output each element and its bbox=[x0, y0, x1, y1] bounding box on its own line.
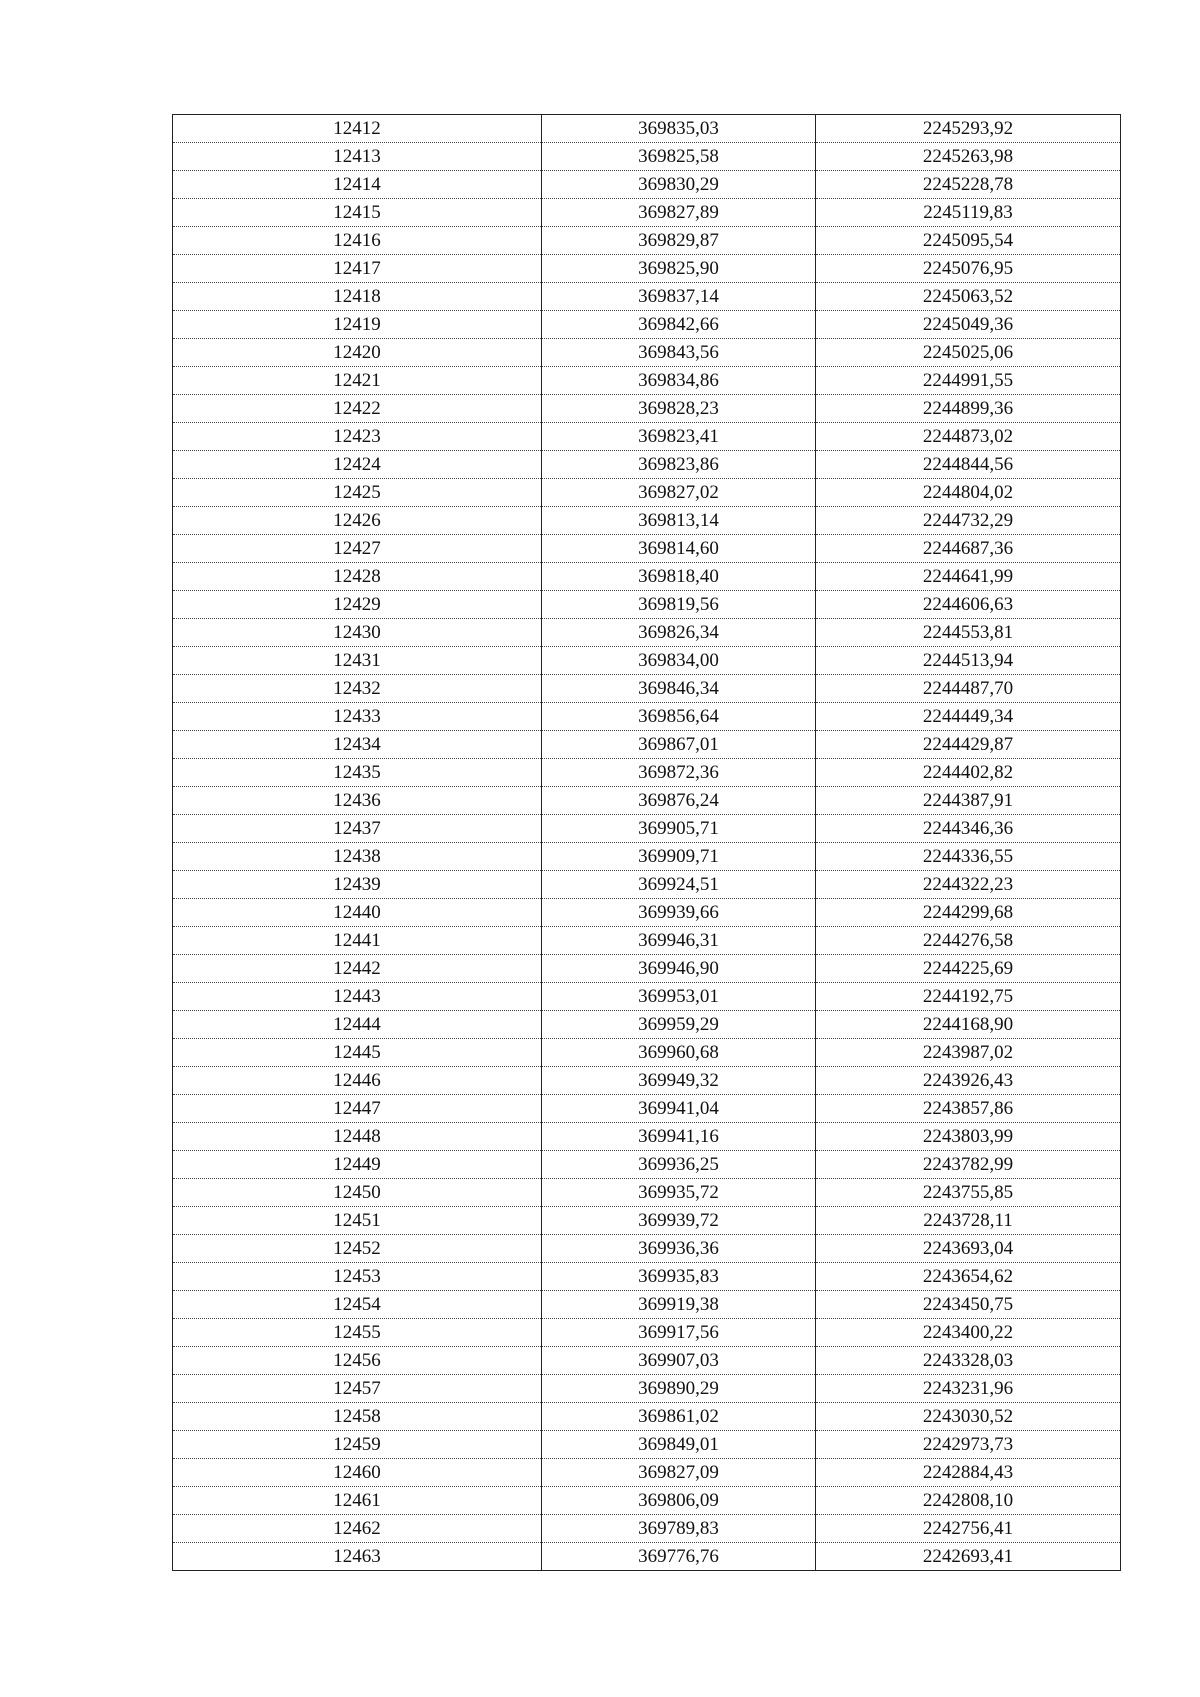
y-coordinate-cell: 2244387,91 bbox=[816, 787, 1121, 815]
x-coordinate-cell: 369837,14 bbox=[542, 283, 816, 311]
x-coordinate-cell: 369835,03 bbox=[542, 115, 816, 143]
table-row bbox=[173, 1235, 1121, 1263]
y-coordinate-cell: 2243755,85 bbox=[816, 1179, 1121, 1207]
point-number-cell: 12445 bbox=[173, 1039, 542, 1067]
table-row bbox=[173, 535, 1121, 563]
point-number-cell: 12441 bbox=[173, 927, 542, 955]
x-coordinate-cell: 369936,25 bbox=[542, 1151, 816, 1179]
table-row bbox=[173, 339, 1121, 367]
point-number-cell: 12430 bbox=[173, 619, 542, 647]
x-coordinate-cell: 369907,03 bbox=[542, 1347, 816, 1375]
table-row bbox=[173, 787, 1121, 815]
point-number-cell: 12459 bbox=[173, 1431, 542, 1459]
y-coordinate-cell: 2244168,90 bbox=[816, 1011, 1121, 1039]
x-coordinate-cell: 369825,90 bbox=[542, 255, 816, 283]
table-row bbox=[173, 367, 1121, 395]
table-row bbox=[173, 199, 1121, 227]
point-number-cell: 12412 bbox=[173, 115, 542, 143]
y-coordinate-cell: 2244641,99 bbox=[816, 563, 1121, 591]
y-coordinate-cell: 2244899,36 bbox=[816, 395, 1121, 423]
y-coordinate-cell: 2244225,69 bbox=[816, 955, 1121, 983]
y-coordinate-cell: 2244346,36 bbox=[816, 815, 1121, 843]
table-row bbox=[173, 703, 1121, 731]
y-coordinate-cell: 2243030,52 bbox=[816, 1403, 1121, 1431]
y-coordinate-cell: 2245063,52 bbox=[816, 283, 1121, 311]
y-coordinate-cell: 2244449,34 bbox=[816, 703, 1121, 731]
point-number-cell: 12427 bbox=[173, 535, 542, 563]
y-coordinate-cell: 2245049,36 bbox=[816, 311, 1121, 339]
x-coordinate-cell: 369827,02 bbox=[542, 479, 816, 507]
table-row bbox=[173, 255, 1121, 283]
x-coordinate-cell: 369861,02 bbox=[542, 1403, 816, 1431]
point-number-cell: 12416 bbox=[173, 227, 542, 255]
table-row bbox=[173, 311, 1121, 339]
table-row bbox=[173, 1487, 1121, 1515]
y-coordinate-cell: 2244844,56 bbox=[816, 451, 1121, 479]
point-number-cell: 12434 bbox=[173, 731, 542, 759]
y-coordinate-cell: 2244553,81 bbox=[816, 619, 1121, 647]
table-row bbox=[173, 619, 1121, 647]
point-number-cell: 12422 bbox=[173, 395, 542, 423]
y-coordinate-cell: 2243857,86 bbox=[816, 1095, 1121, 1123]
coordinates-table-body bbox=[173, 115, 1121, 1571]
y-coordinate-cell: 2244336,55 bbox=[816, 843, 1121, 871]
y-coordinate-cell: 2244487,70 bbox=[816, 675, 1121, 703]
x-coordinate-cell: 369936,36 bbox=[542, 1235, 816, 1263]
table-row bbox=[173, 1207, 1121, 1235]
y-coordinate-cell: 2243782,99 bbox=[816, 1151, 1121, 1179]
x-coordinate-cell: 369946,31 bbox=[542, 927, 816, 955]
x-coordinate-cell: 369872,36 bbox=[542, 759, 816, 787]
y-coordinate-cell: 2243400,22 bbox=[816, 1319, 1121, 1347]
table-row bbox=[173, 1431, 1121, 1459]
table-row bbox=[173, 171, 1121, 199]
x-coordinate-cell: 369939,66 bbox=[542, 899, 816, 927]
table-row bbox=[173, 423, 1121, 451]
table-row bbox=[173, 143, 1121, 171]
table-row bbox=[173, 983, 1121, 1011]
table-row bbox=[173, 227, 1121, 255]
table-row bbox=[173, 1291, 1121, 1319]
table-row bbox=[173, 647, 1121, 675]
y-coordinate-cell: 2244299,68 bbox=[816, 899, 1121, 927]
point-number-cell: 12460 bbox=[173, 1459, 542, 1487]
point-number-cell: 12429 bbox=[173, 591, 542, 619]
y-coordinate-cell: 2242973,73 bbox=[816, 1431, 1121, 1459]
x-coordinate-cell: 369823,41 bbox=[542, 423, 816, 451]
table-row bbox=[173, 1123, 1121, 1151]
x-coordinate-cell: 369919,38 bbox=[542, 1291, 816, 1319]
y-coordinate-cell: 2244513,94 bbox=[816, 647, 1121, 675]
table-row bbox=[173, 955, 1121, 983]
point-number-cell: 12421 bbox=[173, 367, 542, 395]
x-coordinate-cell: 369776,76 bbox=[542, 1543, 816, 1571]
x-coordinate-cell: 369813,14 bbox=[542, 507, 816, 535]
point-number-cell: 12455 bbox=[173, 1319, 542, 1347]
table-row bbox=[173, 759, 1121, 787]
x-coordinate-cell: 369825,58 bbox=[542, 143, 816, 171]
y-coordinate-cell: 2243926,43 bbox=[816, 1067, 1121, 1095]
x-coordinate-cell: 369941,04 bbox=[542, 1095, 816, 1123]
x-coordinate-cell: 369876,24 bbox=[542, 787, 816, 815]
x-coordinate-cell: 369960,68 bbox=[542, 1039, 816, 1067]
x-coordinate-cell: 369826,34 bbox=[542, 619, 816, 647]
point-number-cell: 12458 bbox=[173, 1403, 542, 1431]
point-number-cell: 12425 bbox=[173, 479, 542, 507]
y-coordinate-cell: 2244402,82 bbox=[816, 759, 1121, 787]
x-coordinate-cell: 369823,86 bbox=[542, 451, 816, 479]
table-row bbox=[173, 899, 1121, 927]
table-row bbox=[173, 1039, 1121, 1067]
y-coordinate-cell: 2244192,75 bbox=[816, 983, 1121, 1011]
x-coordinate-cell: 369917,56 bbox=[542, 1319, 816, 1347]
point-number-cell: 12456 bbox=[173, 1347, 542, 1375]
point-number-cell: 12433 bbox=[173, 703, 542, 731]
table-row bbox=[173, 507, 1121, 535]
point-number-cell: 12437 bbox=[173, 815, 542, 843]
table-row bbox=[173, 1459, 1121, 1487]
point-number-cell: 12432 bbox=[173, 675, 542, 703]
table-row bbox=[173, 815, 1121, 843]
y-coordinate-cell: 2245228,78 bbox=[816, 171, 1121, 199]
y-coordinate-cell: 2244429,87 bbox=[816, 731, 1121, 759]
x-coordinate-cell: 369935,83 bbox=[542, 1263, 816, 1291]
x-coordinate-cell: 369949,32 bbox=[542, 1067, 816, 1095]
x-coordinate-cell: 369846,34 bbox=[542, 675, 816, 703]
point-number-cell: 12431 bbox=[173, 647, 542, 675]
x-coordinate-cell: 369953,01 bbox=[542, 983, 816, 1011]
point-number-cell: 12423 bbox=[173, 423, 542, 451]
table-row bbox=[173, 451, 1121, 479]
x-coordinate-cell: 369827,89 bbox=[542, 199, 816, 227]
y-coordinate-cell: 2244732,29 bbox=[816, 507, 1121, 535]
y-coordinate-cell: 2245293,92 bbox=[816, 115, 1121, 143]
table-row bbox=[173, 1151, 1121, 1179]
x-coordinate-cell: 369834,86 bbox=[542, 367, 816, 395]
y-coordinate-cell: 2243728,11 bbox=[816, 1207, 1121, 1235]
y-coordinate-cell: 2242756,41 bbox=[816, 1515, 1121, 1543]
x-coordinate-cell: 369827,09 bbox=[542, 1459, 816, 1487]
x-coordinate-cell: 369909,71 bbox=[542, 843, 816, 871]
table-row bbox=[173, 283, 1121, 311]
x-coordinate-cell: 369941,16 bbox=[542, 1123, 816, 1151]
table-row bbox=[173, 1179, 1121, 1207]
point-number-cell: 12452 bbox=[173, 1235, 542, 1263]
table-row bbox=[173, 395, 1121, 423]
point-number-cell: 12448 bbox=[173, 1123, 542, 1151]
x-coordinate-cell: 369806,09 bbox=[542, 1487, 816, 1515]
x-coordinate-cell: 369842,66 bbox=[542, 311, 816, 339]
table-row bbox=[173, 1403, 1121, 1431]
table-row bbox=[173, 1515, 1121, 1543]
y-coordinate-cell: 2245263,98 bbox=[816, 143, 1121, 171]
table-row bbox=[173, 1095, 1121, 1123]
x-coordinate-cell: 369924,51 bbox=[542, 871, 816, 899]
y-coordinate-cell: 2245025,06 bbox=[816, 339, 1121, 367]
table-row bbox=[173, 1263, 1121, 1291]
table-row bbox=[173, 1543, 1121, 1571]
point-number-cell: 12443 bbox=[173, 983, 542, 1011]
x-coordinate-cell: 369814,60 bbox=[542, 535, 816, 563]
y-coordinate-cell: 2243803,99 bbox=[816, 1123, 1121, 1151]
y-coordinate-cell: 2243231,96 bbox=[816, 1375, 1121, 1403]
table-row bbox=[173, 731, 1121, 759]
point-number-cell: 12419 bbox=[173, 311, 542, 339]
y-coordinate-cell: 2242693,41 bbox=[816, 1543, 1121, 1571]
y-coordinate-cell: 2243693,04 bbox=[816, 1235, 1121, 1263]
point-number-cell: 12420 bbox=[173, 339, 542, 367]
point-number-cell: 12453 bbox=[173, 1263, 542, 1291]
point-number-cell: 12446 bbox=[173, 1067, 542, 1095]
y-coordinate-cell: 2244322,23 bbox=[816, 871, 1121, 899]
x-coordinate-cell: 369867,01 bbox=[542, 731, 816, 759]
point-number-cell: 12457 bbox=[173, 1375, 542, 1403]
point-number-cell: 12413 bbox=[173, 143, 542, 171]
point-number-cell: 12439 bbox=[173, 871, 542, 899]
y-coordinate-cell: 2245095,54 bbox=[816, 227, 1121, 255]
table-row bbox=[173, 843, 1121, 871]
point-number-cell: 12415 bbox=[173, 199, 542, 227]
y-coordinate-cell: 2244991,55 bbox=[816, 367, 1121, 395]
y-coordinate-cell: 2242808,10 bbox=[816, 1487, 1121, 1515]
table-row bbox=[173, 479, 1121, 507]
point-number-cell: 12435 bbox=[173, 759, 542, 787]
x-coordinate-cell: 369829,87 bbox=[542, 227, 816, 255]
point-number-cell: 12447 bbox=[173, 1095, 542, 1123]
point-number-cell: 12444 bbox=[173, 1011, 542, 1039]
point-number-cell: 12450 bbox=[173, 1179, 542, 1207]
x-coordinate-cell: 369849,01 bbox=[542, 1431, 816, 1459]
x-coordinate-cell: 369939,72 bbox=[542, 1207, 816, 1235]
point-number-cell: 12451 bbox=[173, 1207, 542, 1235]
point-number-cell: 12449 bbox=[173, 1151, 542, 1179]
y-coordinate-cell: 2244873,02 bbox=[816, 423, 1121, 451]
x-coordinate-cell: 369843,56 bbox=[542, 339, 816, 367]
table-row bbox=[173, 927, 1121, 955]
x-coordinate-cell: 369890,29 bbox=[542, 1375, 816, 1403]
point-number-cell: 12428 bbox=[173, 563, 542, 591]
x-coordinate-cell: 369959,29 bbox=[542, 1011, 816, 1039]
x-coordinate-cell: 369819,56 bbox=[542, 591, 816, 619]
x-coordinate-cell: 369828,23 bbox=[542, 395, 816, 423]
point-number-cell: 12426 bbox=[173, 507, 542, 535]
y-coordinate-cell: 2242884,43 bbox=[816, 1459, 1121, 1487]
table-row bbox=[173, 675, 1121, 703]
point-number-cell: 12414 bbox=[173, 171, 542, 199]
table-row bbox=[173, 563, 1121, 591]
x-coordinate-cell: 369834,00 bbox=[542, 647, 816, 675]
y-coordinate-cell: 2243450,75 bbox=[816, 1291, 1121, 1319]
x-coordinate-cell: 369856,64 bbox=[542, 703, 816, 731]
table-row bbox=[173, 591, 1121, 619]
point-number-cell: 12418 bbox=[173, 283, 542, 311]
point-number-cell: 12440 bbox=[173, 899, 542, 927]
point-number-cell: 12417 bbox=[173, 255, 542, 283]
x-coordinate-cell: 369935,72 bbox=[542, 1179, 816, 1207]
y-coordinate-cell: 2245076,95 bbox=[816, 255, 1121, 283]
point-number-cell: 12442 bbox=[173, 955, 542, 983]
y-coordinate-cell: 2243654,62 bbox=[816, 1263, 1121, 1291]
y-coordinate-cell: 2244687,36 bbox=[816, 535, 1121, 563]
point-number-cell: 12461 bbox=[173, 1487, 542, 1515]
table-row bbox=[173, 871, 1121, 899]
x-coordinate-cell: 369946,90 bbox=[542, 955, 816, 983]
point-number-cell: 12424 bbox=[173, 451, 542, 479]
point-number-cell: 12438 bbox=[173, 843, 542, 871]
x-coordinate-cell: 369789,83 bbox=[542, 1515, 816, 1543]
coordinates-table bbox=[172, 114, 1121, 1571]
table-row bbox=[173, 1011, 1121, 1039]
table-row bbox=[173, 1347, 1121, 1375]
y-coordinate-cell: 2244276,58 bbox=[816, 927, 1121, 955]
x-coordinate-cell: 369905,71 bbox=[542, 815, 816, 843]
point-number-cell: 12436 bbox=[173, 787, 542, 815]
x-coordinate-cell: 369830,29 bbox=[542, 171, 816, 199]
y-coordinate-cell: 2244804,02 bbox=[816, 479, 1121, 507]
y-coordinate-cell: 2243328,03 bbox=[816, 1347, 1121, 1375]
y-coordinate-cell: 2244606,63 bbox=[816, 591, 1121, 619]
table-row bbox=[173, 115, 1121, 143]
point-number-cell: 12454 bbox=[173, 1291, 542, 1319]
point-number-cell: 12463 bbox=[173, 1543, 542, 1571]
y-coordinate-cell: 2245119,83 bbox=[816, 199, 1121, 227]
y-coordinate-cell: 2243987,02 bbox=[816, 1039, 1121, 1067]
point-number-cell: 12462 bbox=[173, 1515, 542, 1543]
table-row bbox=[173, 1319, 1121, 1347]
x-coordinate-cell: 369818,40 bbox=[542, 563, 816, 591]
table-row bbox=[173, 1067, 1121, 1095]
table-row bbox=[173, 1375, 1121, 1403]
